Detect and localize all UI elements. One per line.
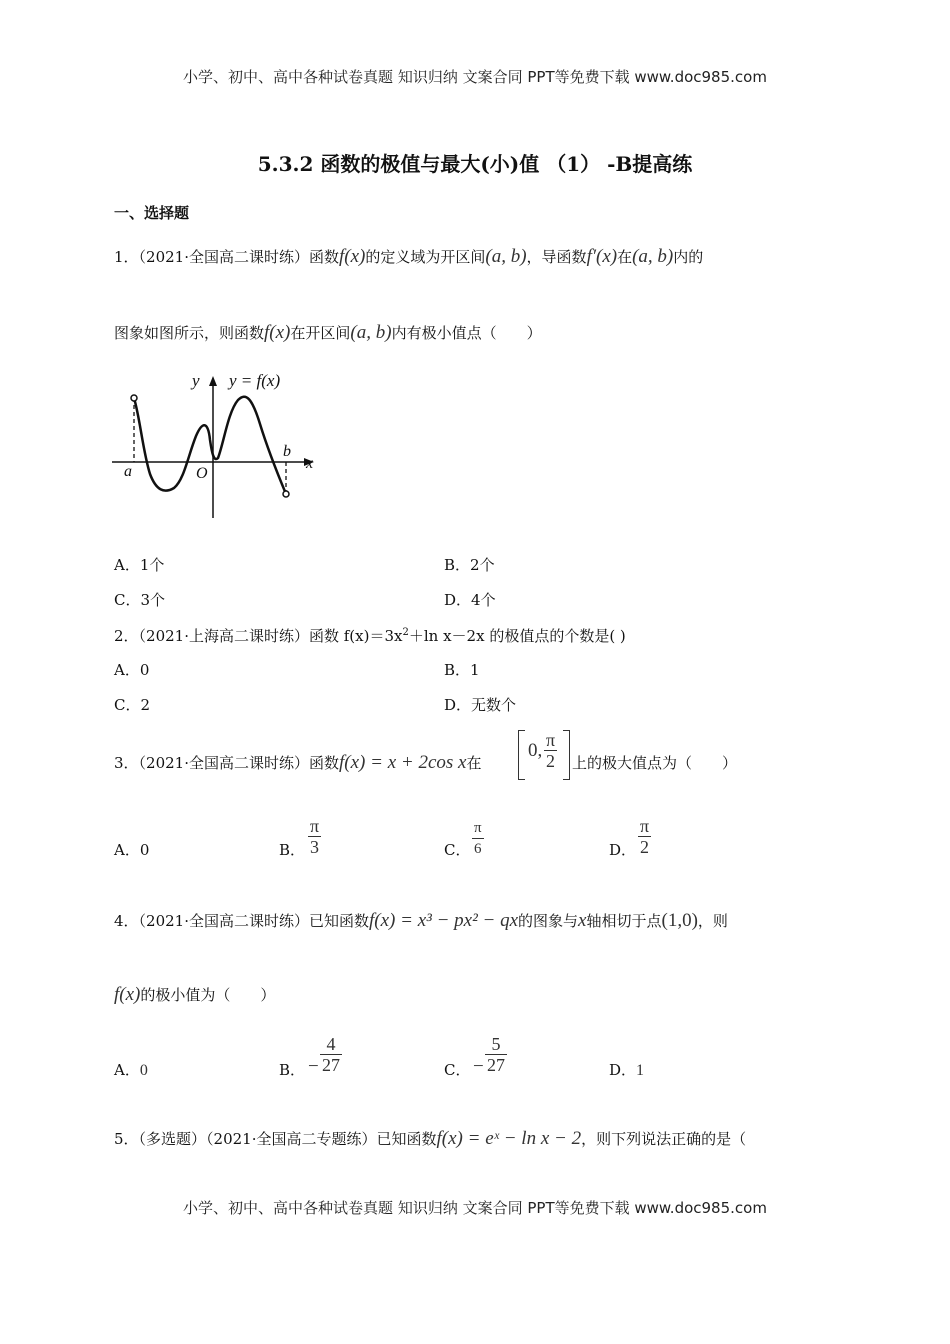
q3-option-d-fraction: [638, 816, 651, 857]
q1-math-interval: (a, b): [485, 246, 527, 267]
q3-suffix: 上的极大值点为（ ）: [572, 754, 738, 772]
q1-text-2: ，导函数: [526, 248, 587, 266]
q2-text: 2．（2021·上海高二课时练）函数 f(x)＝3x: [114, 627, 403, 645]
q1-prefix: 1．（2021·全国高二课时练）函数: [114, 248, 339, 266]
origin-label: O: [196, 465, 208, 482]
q3-interval-left: 0,: [528, 740, 543, 761]
q2-option-c: C．2: [114, 696, 151, 714]
question-1-line-1: [114, 246, 703, 268]
q2-option-d: D．无数个: [444, 696, 517, 714]
q4-option-a: [114, 1059, 148, 1080]
q3-option-a: A．0: [114, 841, 150, 859]
q3-interval-den: 2: [546, 751, 556, 771]
q3-d-den: 2: [640, 837, 650, 857]
q3-option-b-fraction: [308, 816, 321, 857]
q3-prefix: 3．（2021·全国高二课时练）函数: [114, 754, 339, 772]
q3-c-den: 6: [474, 841, 482, 857]
page-footer: 小学、初中、高中各种试卷真题 知识归纳 文案合同 PPT等免费下载 www.doc985.com: [183, 1199, 767, 1217]
q3-option-b: B．: [279, 841, 306, 859]
q2-exponent: 2: [402, 627, 409, 638]
q3-left-bracket: [518, 730, 525, 780]
q1-line2-math-fx: f(x): [264, 322, 291, 343]
q1-option-c: C．3个: [114, 591, 166, 609]
q3-b-den: 3: [310, 837, 320, 857]
q1-math-interval-2: (a, b): [632, 246, 674, 267]
q3-option-d: D．: [609, 841, 637, 859]
q1-line2-a: 图象如图所示，则函数: [114, 324, 265, 342]
q1-option-a: A．1个: [114, 556, 165, 574]
b-label: b: [283, 443, 291, 460]
q3-right-bracket: [563, 730, 570, 780]
q1-text-4: 内的: [673, 248, 704, 266]
q3-interval-num: π: [546, 730, 556, 750]
q3-option-c: C．: [444, 841, 471, 859]
q1-option-b: B．2个: [444, 556, 495, 574]
q4-c-den: 27: [487, 1055, 505, 1075]
derivative-graph: [110, 366, 330, 526]
x-label: x: [306, 455, 314, 472]
q1-text-1: 的定义域为开区间: [365, 248, 486, 266]
q4-math-x: x: [578, 910, 587, 931]
q4-line2-text: 的极小值为（ ）: [140, 986, 276, 1004]
derivative-curve: [134, 397, 286, 494]
q3-d-num: π: [640, 816, 650, 836]
q4-mid2: 轴相切于点: [586, 912, 662, 930]
question-1-line-2: [114, 322, 542, 344]
a-label: a: [124, 463, 132, 480]
q5-prefix: 5．（多选题）（2021·全国高二专题练）已知函数: [114, 1130, 437, 1148]
q4-c-num: 5: [485, 1034, 507, 1055]
q1-math-derivative: f′(x): [586, 246, 618, 267]
q4-option-b-fraction: [320, 1034, 342, 1075]
q4-suffix: ，则: [697, 912, 728, 930]
question-4-line-2: [114, 984, 275, 1006]
q4-option-c-fraction: [485, 1034, 507, 1075]
q1-text-3: 在: [617, 248, 633, 266]
q2-text-rest: ＋ln x－2x 的极值点的个数是( ): [408, 627, 626, 645]
q4-option-a-label: A．: [114, 1061, 140, 1079]
q2-option-a: A．0: [114, 661, 150, 679]
page-header: 小学、初中、高中各种试卷真题 知识归纳 文案合同 PPT等免费下载 www.doc985.com: [183, 68, 767, 86]
q4-b-num: 4: [320, 1034, 342, 1055]
q3-option-c-fraction: [472, 818, 484, 859]
q1-option-d: D．4个: [444, 591, 496, 609]
q4-option-a-value: 0: [139, 1062, 148, 1079]
q4-line2-math: f(x): [114, 984, 141, 1005]
q4-option-d-value: 1: [636, 1062, 645, 1079]
section-heading: 一、选择题: [114, 204, 190, 222]
q3-math-func: f(x) = x + 2cos x: [339, 752, 467, 773]
y-axis-arrow: [209, 376, 217, 386]
b-open-point: [283, 491, 289, 497]
curve-label: y = f(x): [229, 371, 281, 390]
q4-mid1: 的图象与: [518, 912, 579, 930]
q4-option-b-sign: −: [308, 1056, 319, 1077]
q3-b-num: π: [310, 816, 320, 836]
question-2: [114, 622, 626, 647]
q4-option-d: [609, 1059, 644, 1080]
q5-suffix: ，则下列说法正确的是（: [581, 1130, 747, 1148]
q3-interval-fraction: [544, 730, 557, 771]
q1-line2-c: 内有极小值点（ ）: [391, 324, 542, 342]
q4-prefix: 4．（2021·全国高二课时练）已知函数: [114, 912, 369, 930]
q4-option-d-label: D．: [609, 1061, 637, 1079]
q1-math-fx: f(x): [339, 246, 366, 267]
q4-option-c-sign: −: [473, 1056, 484, 1077]
q2-option-b: B．1: [444, 661, 480, 679]
page-title: 5.3.2 函数的极值与最大(小)值 （1） -B提高练: [257, 152, 693, 176]
q4-option-b: B．: [279, 1061, 306, 1079]
q3-mid: 在: [466, 754, 482, 772]
y-label: y: [192, 371, 200, 390]
q1-line2-b: 在开区间: [290, 324, 351, 342]
question-4-line-1: [114, 910, 728, 932]
a-open-point: [131, 395, 137, 401]
q4-option-c: C．: [444, 1061, 471, 1079]
q4-math-point: (1,0): [661, 910, 698, 931]
question-5: [114, 1128, 746, 1150]
q4-b-den: 27: [322, 1055, 340, 1075]
question-3: [114, 752, 481, 774]
q1-line2-math-interval: (a, b): [350, 322, 392, 343]
q4-math-func: f(x) = x³ − px² − qx: [369, 910, 519, 931]
q3-c-num: π: [472, 818, 484, 839]
q5-math-func: f(x) = eˣ − ln x − 2: [436, 1128, 582, 1149]
